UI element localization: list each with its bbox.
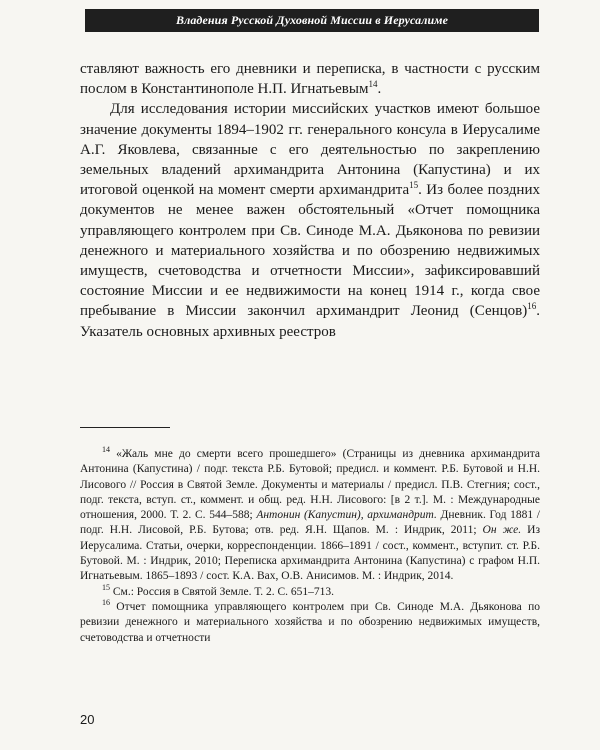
footnote-ref-14: 14 [368,79,378,90]
footnote-number: 16 [102,598,110,608]
footnote-ref-15: 15 [409,180,419,191]
footnote-number: 14 [102,445,110,455]
footnote-separator [80,427,170,428]
running-title: Владения Русской Духовной Миссии в Иерусалиме [175,13,449,27]
footnote-16: $^{16}$ Отчет помощника управляющего контролем при Св. Синоде М.А. Дьяконова по ревизии денежного и материального хозяйства и по обозрению недвижимых имуществ, счетоводства и отчетности [80,598,540,644]
paragraph-1: ставляют важность его дневники и переписка, в частности с русским послом в Константинополе Н.П. Игнатьевым$^{14}$. [80,61,540,98]
main-text [80,59,540,342]
footnote-ref-16: 16 [527,301,537,312]
footnote-number: 15 [102,582,110,592]
footnotes [80,447,540,646]
page-number: 20 [80,712,95,727]
running-header [85,9,539,32]
paragraph-2: Для исследования истории миссийских участков имеют большое значение документы 1894–1902 гг. генерального консула в Иерусалиме А.Г. Яковлева, связанные с его деятельностью по закреплению земельных владений архимандрита Антонина (Капустина) и их итоговой оценкой на момент смерти архимандрита$^{15}$. Из более поздних документов не менее важен обстоятельный «Отчет помощника управляющего контролем при Св. Синоде М.А. Дьяконова по ревизии денежного и материального хозяйства и по обозрению недвижимых имуществ, счетоводства и отчетности Миссии», зафиксировавший состояние Миссии и ее недвижимости на конец 1914 г., когда свое пребывание в Миссии закончил архимандрит Леонид (Сенцов)$^{16}$. Указатель основных архивных реестров [80,101,540,340]
footnote-14: $^{14}$ «Жаль мне до смерти всего прошедшего» (Страницы из дневника архимандрита Антонина (Капустина) / подг. текста Р.Б. Бутовой; предисл. и коммент. Р.Б. Бутовой и Н.Н. Лисового // Россия в Святой Земле. Документы и материалы / предисл. П.В. Стегния; сост., подг. текста, вступ. ст., коммент. и общ. ред. Н.Н. Лисового: [в 2 т.]. М. : Международные отношения, 2000. Т. 2. С. 544–588; Антонин (Капустин), архимандрит. Дневник. Год 1881 / подг. Н.Н. Лисовой, Р.Б. Бутова; отв. ред. Я.Н. Щапов. М. : Индрик, 2011; Он же. Из Иерусалима. Статьи, очерки, корреспонденции. 1866–1891 / сост., коммент., вступит. ст. Р.Б. Бутовой. М. : Индрик, 2010; Переписка архимандрита Антонина (Капустина) с графом Н.П. Игнатьевым. 1865–1893 / сост. К.А. Вах, О.В. Анисимов. М. : Индрик, 2014. [80,445,540,583]
footnote-15: $^{15}$ См.: Россия в Святой Земле. Т. 2. С. 651–713. [102,582,335,598]
